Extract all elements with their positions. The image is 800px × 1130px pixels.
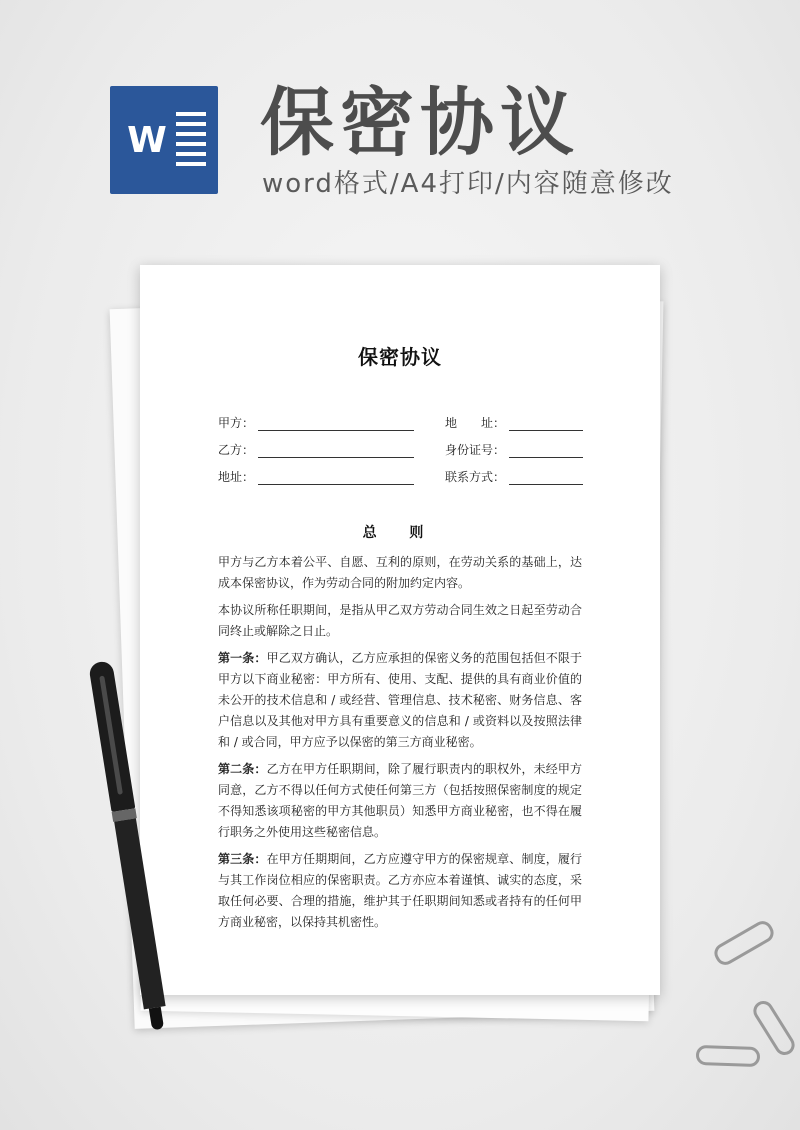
word-logo-icon <box>110 86 218 194</box>
article-2-text: 乙方在甲方任职期间，除了履行职责内的职权外，未经甲方同意，乙方不得以任何方式使任何第三方（包括按照保密制度的规定不得知悉该项秘密的甲方其他职员）知悉甲方商业秘密，也不得在履行职务之外使用这些秘密信息。 <box>218 762 582 839</box>
document-page <box>140 265 660 995</box>
field-contact <box>445 469 583 485</box>
paragraph-intro-text: 甲方与乙方本着公平、自愿、互利的原则，在劳动关系的基础上，达成本保密协议，作为劳动合同的附加约定内容。 <box>218 555 582 590</box>
field-address-left-blank[interactable] <box>258 472 414 485</box>
field-party-b <box>218 442 414 458</box>
article-1 <box>218 648 582 753</box>
paragraph-term-text: 本协议所称任职期间，是指从甲乙双方劳动合同生效之日起至劳动合同终止或解除之日止。 <box>218 603 582 638</box>
field-address-right <box>445 415 583 431</box>
banner-subtitle: word格式/A4打印/内容随意修改 <box>262 169 674 199</box>
article-3-lead: 第三条： <box>218 852 267 866</box>
article-2-lead: 第二条： <box>218 762 267 776</box>
banner-title: 保密协议 <box>260 80 580 166</box>
field-contact-label: 联系方式： <box>445 470 506 484</box>
field-party-b-blank[interactable] <box>258 445 414 458</box>
word-logo-lines <box>176 112 206 172</box>
field-id-number-label: 身份证号： <box>445 443 506 457</box>
field-party-a-label: 甲方： <box>218 416 255 430</box>
field-party-b-label: 乙方： <box>218 443 255 457</box>
field-address-right-blank[interactable] <box>509 418 583 431</box>
article-2 <box>218 759 582 843</box>
field-address-left <box>218 469 414 485</box>
article-1-text: 甲乙双方确认，乙方应承担的保密义务的范围包括但不限于甲方以下商业秘密：甲方所有、使用、支配、提供的具有商业价值的未公开的技术信息和 / 或经营、管理信息、技术秘密、财务信息、客户信息以及其他对甲方具有重要意义的信息和 / 或资料以及按照法律和 / 或合同，甲方应予以保密的第三方商业秘密。 <box>218 651 582 749</box>
paperclip-icon <box>711 917 777 968</box>
word-logo-letter: W <box>127 120 167 161</box>
paperclip-icon <box>696 1045 761 1067</box>
section-heading: 总 则 <box>362 525 438 541</box>
article-3-text: 在甲方任期期间，乙方应遵守甲方的保密规章、制度，履行与其工作岗位相应的保密职责。乙方亦应本着谨慎、诚实的态度，采取任何必要、合理的措施，维护其于任职期间知悉或者持有的任何甲方商业秘密，以保持其机密性。 <box>218 852 582 929</box>
article-3 <box>218 849 582 933</box>
field-party-a-blank[interactable] <box>258 418 414 431</box>
field-contact-blank[interactable] <box>509 472 583 485</box>
field-address-left-label: 地址： <box>218 470 255 484</box>
field-party-a <box>218 415 414 431</box>
paragraph-intro <box>218 552 582 594</box>
document-title: 保密协议 <box>358 345 442 369</box>
paragraph-term <box>218 600 582 642</box>
field-id-number-blank[interactable] <box>509 445 583 458</box>
article-1-lead: 第一条： <box>218 651 267 665</box>
field-address-right-label: 地 址： <box>445 416 506 430</box>
field-id-number <box>445 442 583 458</box>
